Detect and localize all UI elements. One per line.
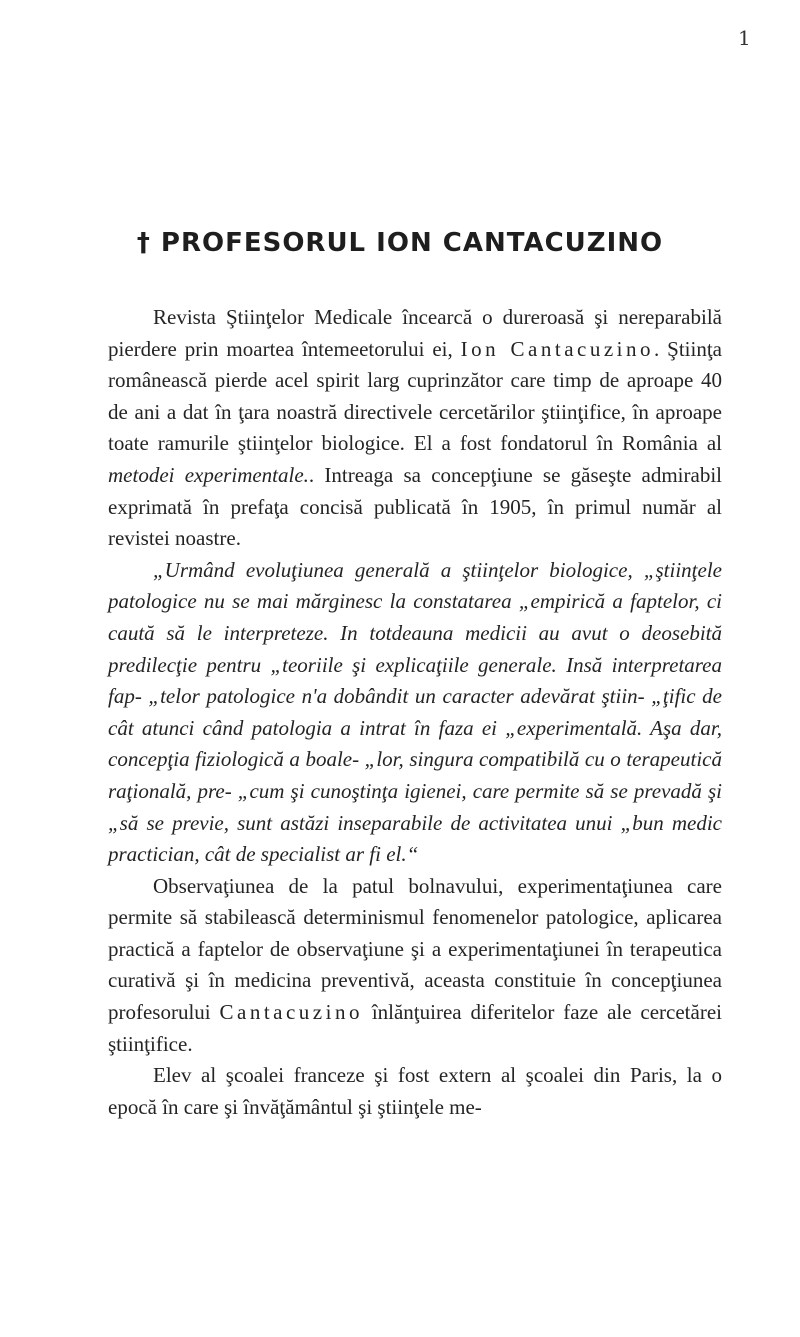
article-title: † PROFESORUL ION CANTACUZINO xyxy=(136,228,664,258)
paragraph-intro-text: Revista Ştiinţelor Medicale încearcă o dureroasă şi nereparabilă pierdere prin moartea întemeetorului ei, xyxy=(108,305,722,361)
emphasis-experimental-method: metodei experimentale. xyxy=(108,462,309,487)
paragraph-intro-text-3: . Intreaga sa concepţiune se găseşte admirabil exprimată în prefaţa concisă publicată în 1905, în primul număr al revistei noastre. xyxy=(108,462,722,551)
page-number: 1 xyxy=(738,26,751,50)
person-name-2: Cantacuzino xyxy=(219,1000,363,1025)
quotation: „Urmând evoluţiunea generală a ştiinţelor biologice, „ştiinţele patologice nu se mai mărginesc la constatarea „empirică a faptelor, ci caută să le interpreteze. In totdeauna medicii au avut o deosebită predilecţie pentru „teoriile şi explicaţiile generale. Insă interpretarea fap- „telor patologice n'a dobândit un caracter adevărat ştiin- „ţific de cât atunci când patologia a intrat în faza ei „experimentală. Aşa dar, concepţia fiziologică a boale- „lor, singura compatibilă cu o terapeutică raţională, pre- „cum şi cunoştinţa igienei, care permite să se prevadă şi „să se previe, sunt astăzi inseparabile de activitatea unui „bun medic practician, cât de specialist ar fi el.“ xyxy=(108,557,722,867)
paragraph-intro-text-2: . Ştiinţa românească pierde acel spirit larg cuprinzător care timp de aproape 40 de ani a dat în ţara noastră directivele cercetărilor ştiinţifice, în aproape toate ramurile ştiinţelor biologice. El a fost fondatorul în România al xyxy=(108,336,722,456)
paragraph-student: Elev al şcoalei franceze şi fost extern al şcoalei din Paris, la o epocă în care şi învăţământul şi ştiinţele me- xyxy=(108,1063,722,1119)
paragraph-observation xyxy=(108,871,722,1061)
article-body xyxy=(108,302,722,1123)
paragraph-intro xyxy=(108,302,722,555)
paragraph-observation-text-2: înlănţuirea diferitelor faze ale cercetărei ştiinţifice. xyxy=(108,1000,722,1056)
person-name: Ion Cantacuzino xyxy=(460,336,654,361)
paragraph-observation-text: Observaţiunea de la patul bolnavului, experimentaţiunea care permite să stabilească determinismul fenomenelor patologice, aplicarea practică a faptelor de observaţiune şi a experimentaţiunei în terapeutica curativă şi în medicina preventivă, aceasta constituie în concepţiunea profesorului xyxy=(108,873,722,1025)
